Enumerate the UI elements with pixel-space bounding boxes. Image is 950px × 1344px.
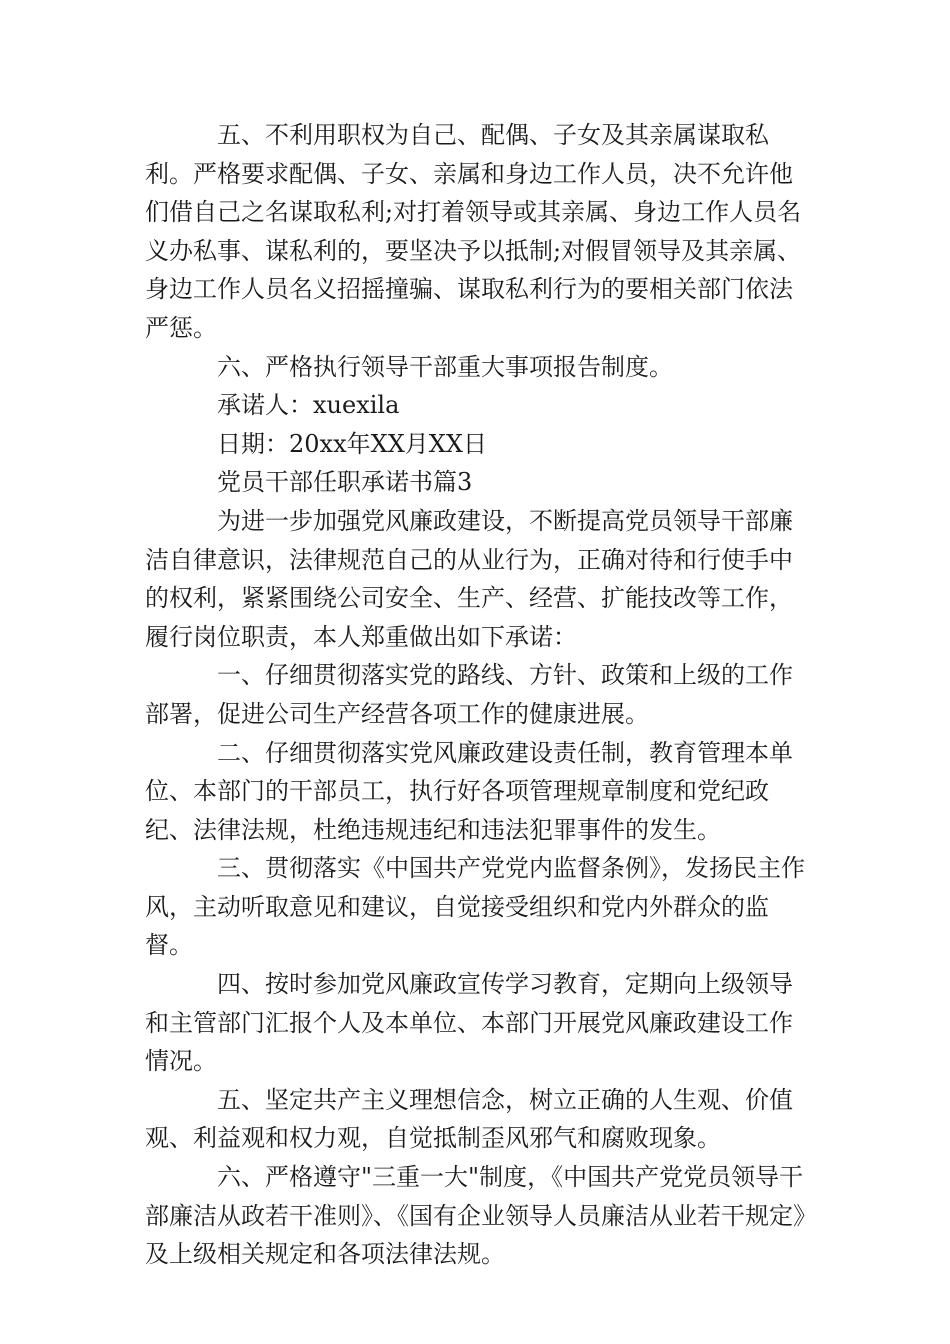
paragraph-clause-6-reporting: 六、严格执行领导干部重大事项报告制度。 <box>217 352 673 381</box>
paragraph-item-6: 六、严格遵守"三重一大"制度，《中国共产党党员领导干部廉洁从政若干准则》、《国有企业领导人员廉洁从业若干规定》及上级相关规定和各项法律法规。 <box>145 1163 805 1269</box>
paragraph-item-1: 一、仔细贯彻落实党的路线、方针、政策和上级的工作部署，促进公司生产经营各项工作的健康进展。 <box>145 661 793 728</box>
promisor-line: 承诺人：xuexila <box>217 391 400 420</box>
paragraph-intro: 为进一步加强党风廉政建设，不断提高党员领导干部廉洁自律意识，法律规范自己的从业行为，正确对待和行使手中的权利，紧紧围绕公司安全、生产、经营、扩能技改等工作，履行岗位职责，本人郑重做出如下承诺： <box>145 506 793 651</box>
section-title: 党员干部任职承诺书篇3 <box>217 468 473 497</box>
paragraph-clause-5-no-personal-gain: 五、不利用职权为自己、配偶、子女及其亲属谋取私利。严格要求配偶、子女、亲属和身边工作人员，决不允许他们借自己之名谋取私利;对打着领导或其亲属、身边工作人员名义办私事、谋私利的，要坚决予以抵制;对假冒领导及其亲属、身边工作人员名义招摇撞骗、谋取私利行为的要相关部门依法严惩。 <box>145 121 802 342</box>
document-body <box>145 116 805 1274</box>
paragraph-item-3: 三、贯彻落实《中国共产党党内监督条例》，发扬民主作风，主动听取意见和建议，自觉接受组织和党内外群众的监督。 <box>145 854 805 960</box>
date-line: 日期：20xx年XX月XX日 <box>217 429 487 458</box>
paragraph-item-2: 二、仔细贯彻落实党风廉政建设责任制，教育管理本单位、本部门的干部员工，执行好各项管理规章制度和党纪政纪、法律法规，杜绝违规违纪和违法犯罪事件的发生。 <box>145 738 793 844</box>
paragraph-item-4: 四、按时参加党风廉政宣传学习教育，定期向上级领导和主管部门汇报个人及本单位、本部门开展党风廉政建设工作情况。 <box>145 970 793 1076</box>
paragraph-item-5: 五、坚定共产主义理想信念，树立正确的人生观、价值观、利益观和权力观，自觉抵制歪风邪气和腐败现象。 <box>145 1085 793 1153</box>
